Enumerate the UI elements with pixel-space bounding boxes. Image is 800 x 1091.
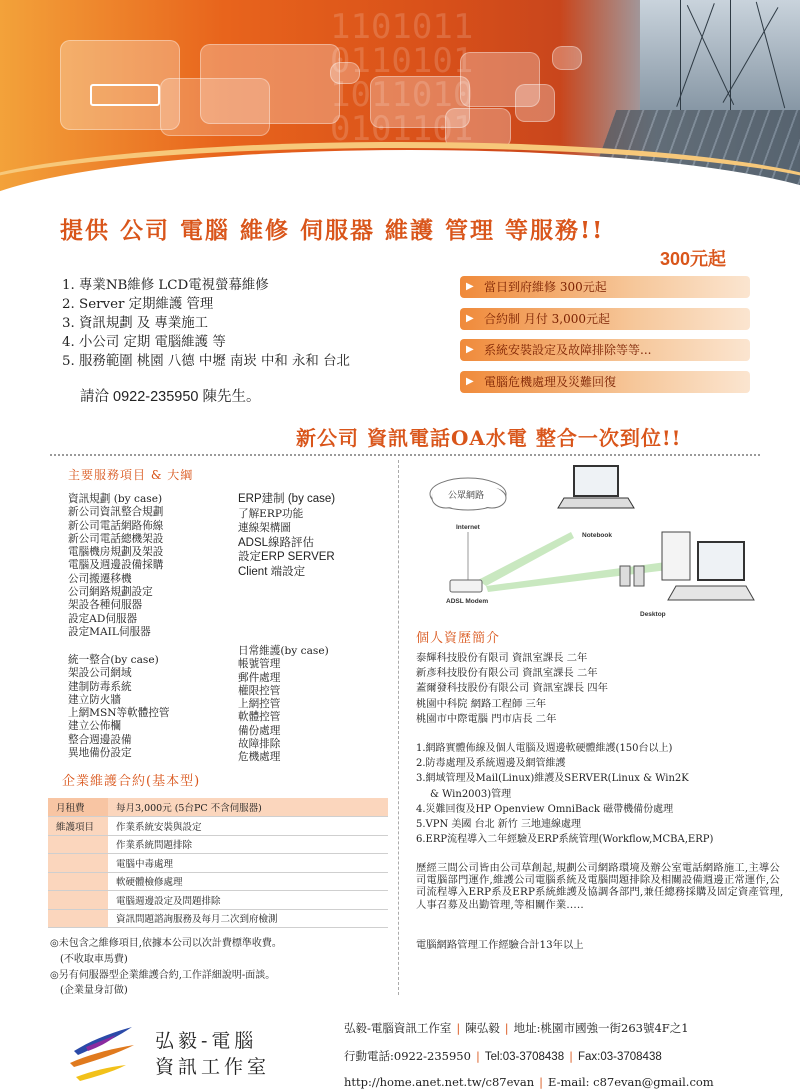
speaker-icon	[620, 566, 630, 586]
row-value: 作業系統安裝與設定	[108, 817, 388, 836]
service-item: 5. 服務範圍 桃園 八德 中壢 南崁 中和 永和 台北	[62, 354, 350, 369]
group-item: 新公司電話網路佈線	[68, 519, 164, 532]
row-label: 維護項目	[48, 817, 108, 836]
router-icon	[90, 84, 160, 106]
job-item: 桃園中科院 網路工程師 三年	[416, 697, 547, 710]
group-heading: 資訊規劃 (by case)	[68, 493, 163, 505]
highlight-pill: ▶ 系統安裝設定及故障排除等等...	[460, 339, 750, 361]
slogan: 新公司 資訊電話OA水電 整合一次到位!!	[296, 426, 682, 450]
group-item: 權限控管	[238, 684, 281, 697]
table-row	[48, 909, 388, 928]
note-line: ◎未包含之維修項目,依據本公司以次計費標準收費。	[50, 938, 282, 949]
group-item: 公司網路規劃設定	[68, 586, 153, 599]
job-item: 蓋爾發科技股份有限公司 資訊室課長 四年	[416, 682, 608, 695]
deco-square	[330, 62, 360, 84]
group-item: 整合週邊設備	[68, 733, 132, 746]
plan-table	[48, 798, 388, 928]
row-label	[48, 835, 108, 854]
deco-square	[160, 78, 270, 136]
network-diagram	[406, 462, 796, 622]
keyboard-icon	[668, 586, 754, 600]
job-item: 泰輝科技股份有限司 資訊室課長 二年	[416, 652, 588, 664]
group-item: 架設各種伺服器	[68, 599, 143, 612]
group-item: 電腦及週邊設備採購	[68, 559, 164, 572]
table-row	[48, 835, 388, 854]
highlight-pill: ▶ 合約制 月付 3,000元起	[460, 308, 750, 330]
footer-website-link[interactable]: http://home.anet.net.tw/c87evan	[344, 1075, 535, 1089]
footer-line-web: http://home.anet.net.tw/c87evan | E-mail: c87evan@gmail.com	[344, 1075, 714, 1089]
job-history	[416, 651, 608, 727]
row-label	[48, 872, 108, 891]
footer-studio-name: 弘毅-電腦資訊工作室	[344, 1021, 452, 1035]
group-item: 建立公佈欄	[68, 720, 121, 733]
group-item: 軟體控管	[238, 711, 281, 724]
group-item: 故障排除	[238, 738, 281, 751]
footer-email-link[interactable]: E-mail: c87evan@gmail.com	[548, 1075, 714, 1089]
group-item: 連線架構圖	[238, 522, 291, 534]
headline: 提供 公司 電腦 維修 伺服器 維護 管理 等服務!!	[60, 217, 605, 244]
group-item: 公司搬遷移機	[68, 572, 132, 585]
bridge-photo	[640, 0, 800, 110]
service-item: 4. 小公司 定期 電腦維護 等	[62, 335, 226, 350]
footer-owner: 陳弘毅	[465, 1021, 500, 1035]
skill-item: 6.ERP流程導入二年經驗及ERP系統管理(Workflow,MCBA,ERP)	[416, 834, 714, 846]
group-item: 上網控管	[238, 698, 281, 711]
deco-square	[552, 46, 582, 70]
profile-title: 個人資歷簡介	[416, 631, 501, 646]
service-group-erp	[238, 492, 335, 579]
divider	[50, 454, 760, 456]
price-tag: 300元起	[660, 249, 727, 269]
row-label	[48, 909, 108, 928]
skill-item: 4.災難回復及HP Openview OmniBack 磁帶機備份處理	[416, 803, 674, 815]
group-item: 建立防火牆	[68, 693, 121, 706]
brand-line: 資訊工作室	[155, 1056, 271, 1078]
group-item: 設定MAIL伺服器	[68, 625, 151, 638]
header-banner	[0, 0, 800, 205]
group-heading: 統一整合(by case)	[68, 654, 159, 666]
service-group-integration	[68, 654, 170, 760]
skill-item: & Win2003)管理	[430, 788, 512, 800]
skill-list	[416, 741, 713, 847]
group-item: 備份處理	[238, 724, 281, 737]
group-item: 了解ERP功能	[238, 507, 304, 520]
row-label	[48, 854, 108, 873]
service-group-planning	[68, 493, 163, 639]
binary-pattern: 1101011 0110101 1011010 0101101	[330, 7, 474, 149]
column-divider	[398, 460, 399, 995]
service-item: 1. 專業NB維修 LCD電視螢幕維修	[62, 278, 269, 293]
row-value: 資訊問題諮詢服務及每月二次到府檢測	[108, 909, 388, 928]
note-line: ◎另有伺服器型企業維護合約,工作詳細說明-面談。	[50, 969, 276, 981]
footer-line-address: 弘毅-電腦資訊工作室 | 陳弘毅 | 地址:桃園市國強一街263號4F之1	[344, 1021, 689, 1035]
table-row	[48, 872, 388, 891]
notebook-label: Notebook	[582, 532, 612, 539]
brand-line: 弘毅-電腦	[155, 1030, 258, 1052]
service-list	[62, 276, 350, 371]
deco-square	[515, 84, 555, 122]
footer-mobile: 行動電話:0922-235950	[344, 1049, 471, 1063]
service-item: 2. Server 定期維護 管理	[62, 297, 214, 312]
job-item: 新彥科技股份有限公司 資訊室課長 二年	[416, 667, 598, 680]
main-services-title: 主要服務項目 & 大綱	[68, 468, 194, 482]
contact-line: 請洽 0922-235950 陳先生。	[80, 389, 261, 405]
studio-brand	[155, 1028, 270, 1080]
skill-item: 5.VPN 美國 台北 新竹 三地連線處理	[416, 819, 581, 831]
experience-paragraph: 歷經三間公司皆由公司草創起,規劃公司網路環境及辦公室電話網路施工,主導公司電腦部門運作,維護公司電腦系統及電腦問題排除及相關設備週邊正常運作,公司流程導入ERP系及ERP系統維護及協調各部門,兼任總務採購及固定資產管理,人事召募及出勤管理,等相關作業.....	[416, 862, 784, 911]
group-item: Client 端設定	[238, 565, 306, 578]
table-row	[48, 817, 388, 836]
modem-label: ADSL Modem	[446, 598, 489, 605]
monitor-icon	[698, 542, 744, 580]
note-line: (企業量身訂做)	[60, 985, 128, 997]
group-heading: 日常維護(by case)	[238, 645, 329, 657]
row-label	[48, 891, 108, 910]
modem-icon	[450, 580, 482, 592]
group-item: 危機處理	[238, 751, 281, 764]
footer-address: 地址:桃園市國強一街263號4F之1	[513, 1021, 689, 1035]
footer-tel: Tel:03-3708438	[484, 1051, 565, 1063]
row-value: 電腦中毒處理	[108, 854, 388, 873]
service-item: 3. 資訊規劃 及 專業施工	[62, 316, 209, 331]
row-value: 作業系統問題排除	[108, 835, 388, 854]
skill-item: 3.網域管理及Mail(Linux)維護及SERVER(Linux & Win2K	[416, 773, 689, 785]
highlight-pill: ▶ 當日到府維修 300元起	[460, 276, 750, 298]
skill-item: 1.網路實體佈線及個人電腦及週邊軟硬體維護(150台以上)	[416, 743, 673, 754]
group-item: 建制防毒系統	[68, 680, 132, 693]
row-value: 電腦週邊設定及問題排除	[108, 891, 388, 910]
group-item: 電腦機房規劃及架設	[68, 546, 164, 559]
group-heading: ERP建制 (by case)	[238, 493, 336, 505]
row-label: 月租費	[48, 798, 108, 817]
plan-title: 企業維護合約(基本型)	[62, 774, 201, 789]
desktop-label: Desktop	[640, 611, 666, 618]
table-row	[48, 798, 388, 817]
plan-notes	[50, 936, 282, 999]
group-item: 帳號管理	[238, 658, 281, 671]
speaker-icon	[634, 566, 644, 586]
internet-label: Internet	[456, 524, 480, 531]
footer-fax: Fax:03-3708438	[577, 1051, 662, 1063]
table-row	[48, 891, 388, 910]
group-item: 上網MSN等軟體控管	[68, 707, 170, 720]
group-item: 設定AD伺服器	[68, 612, 138, 625]
desktop-tower-icon	[662, 532, 690, 580]
job-item: 桃園市中際電腦 門市店長 二年	[416, 712, 557, 725]
row-value: 每月3,000元 (5台PC 不含伺服器)	[108, 798, 388, 817]
group-item: 架設公司網域	[68, 667, 132, 680]
group-item: ADSL線路評估	[238, 536, 315, 549]
highlight-pill: ▶ 電腦危機處理及災難回復	[460, 371, 750, 393]
row-value: 軟硬體檢修處理	[108, 872, 388, 891]
studio-logo-icon	[66, 1023, 136, 1083]
group-item: 郵件處理	[238, 671, 281, 684]
group-item: 新公司電話總機架設	[68, 532, 164, 545]
cloud-label: 公眾網路	[448, 491, 485, 501]
skill-item: 2.防毒處理及系統週邊及網管維護	[416, 758, 566, 770]
note-line: (不收取車馬費)	[60, 953, 128, 965]
service-group-maintenance	[238, 645, 329, 765]
footer-line-phone: 行動電話:0922-235950 | Tel:03-3708438 | Fax:03-3708438	[344, 1049, 662, 1063]
group-item: 新公司資訊整合規劃	[68, 506, 164, 519]
group-item: 設定ERP SERVER	[238, 551, 335, 563]
table-row	[48, 854, 388, 873]
group-item: 異地備份設定	[68, 747, 132, 760]
highlight-list	[460, 276, 750, 402]
notebook-icon	[574, 466, 618, 496]
experience-summary: 電腦網路管理工作經驗合計13年以上	[416, 939, 584, 951]
